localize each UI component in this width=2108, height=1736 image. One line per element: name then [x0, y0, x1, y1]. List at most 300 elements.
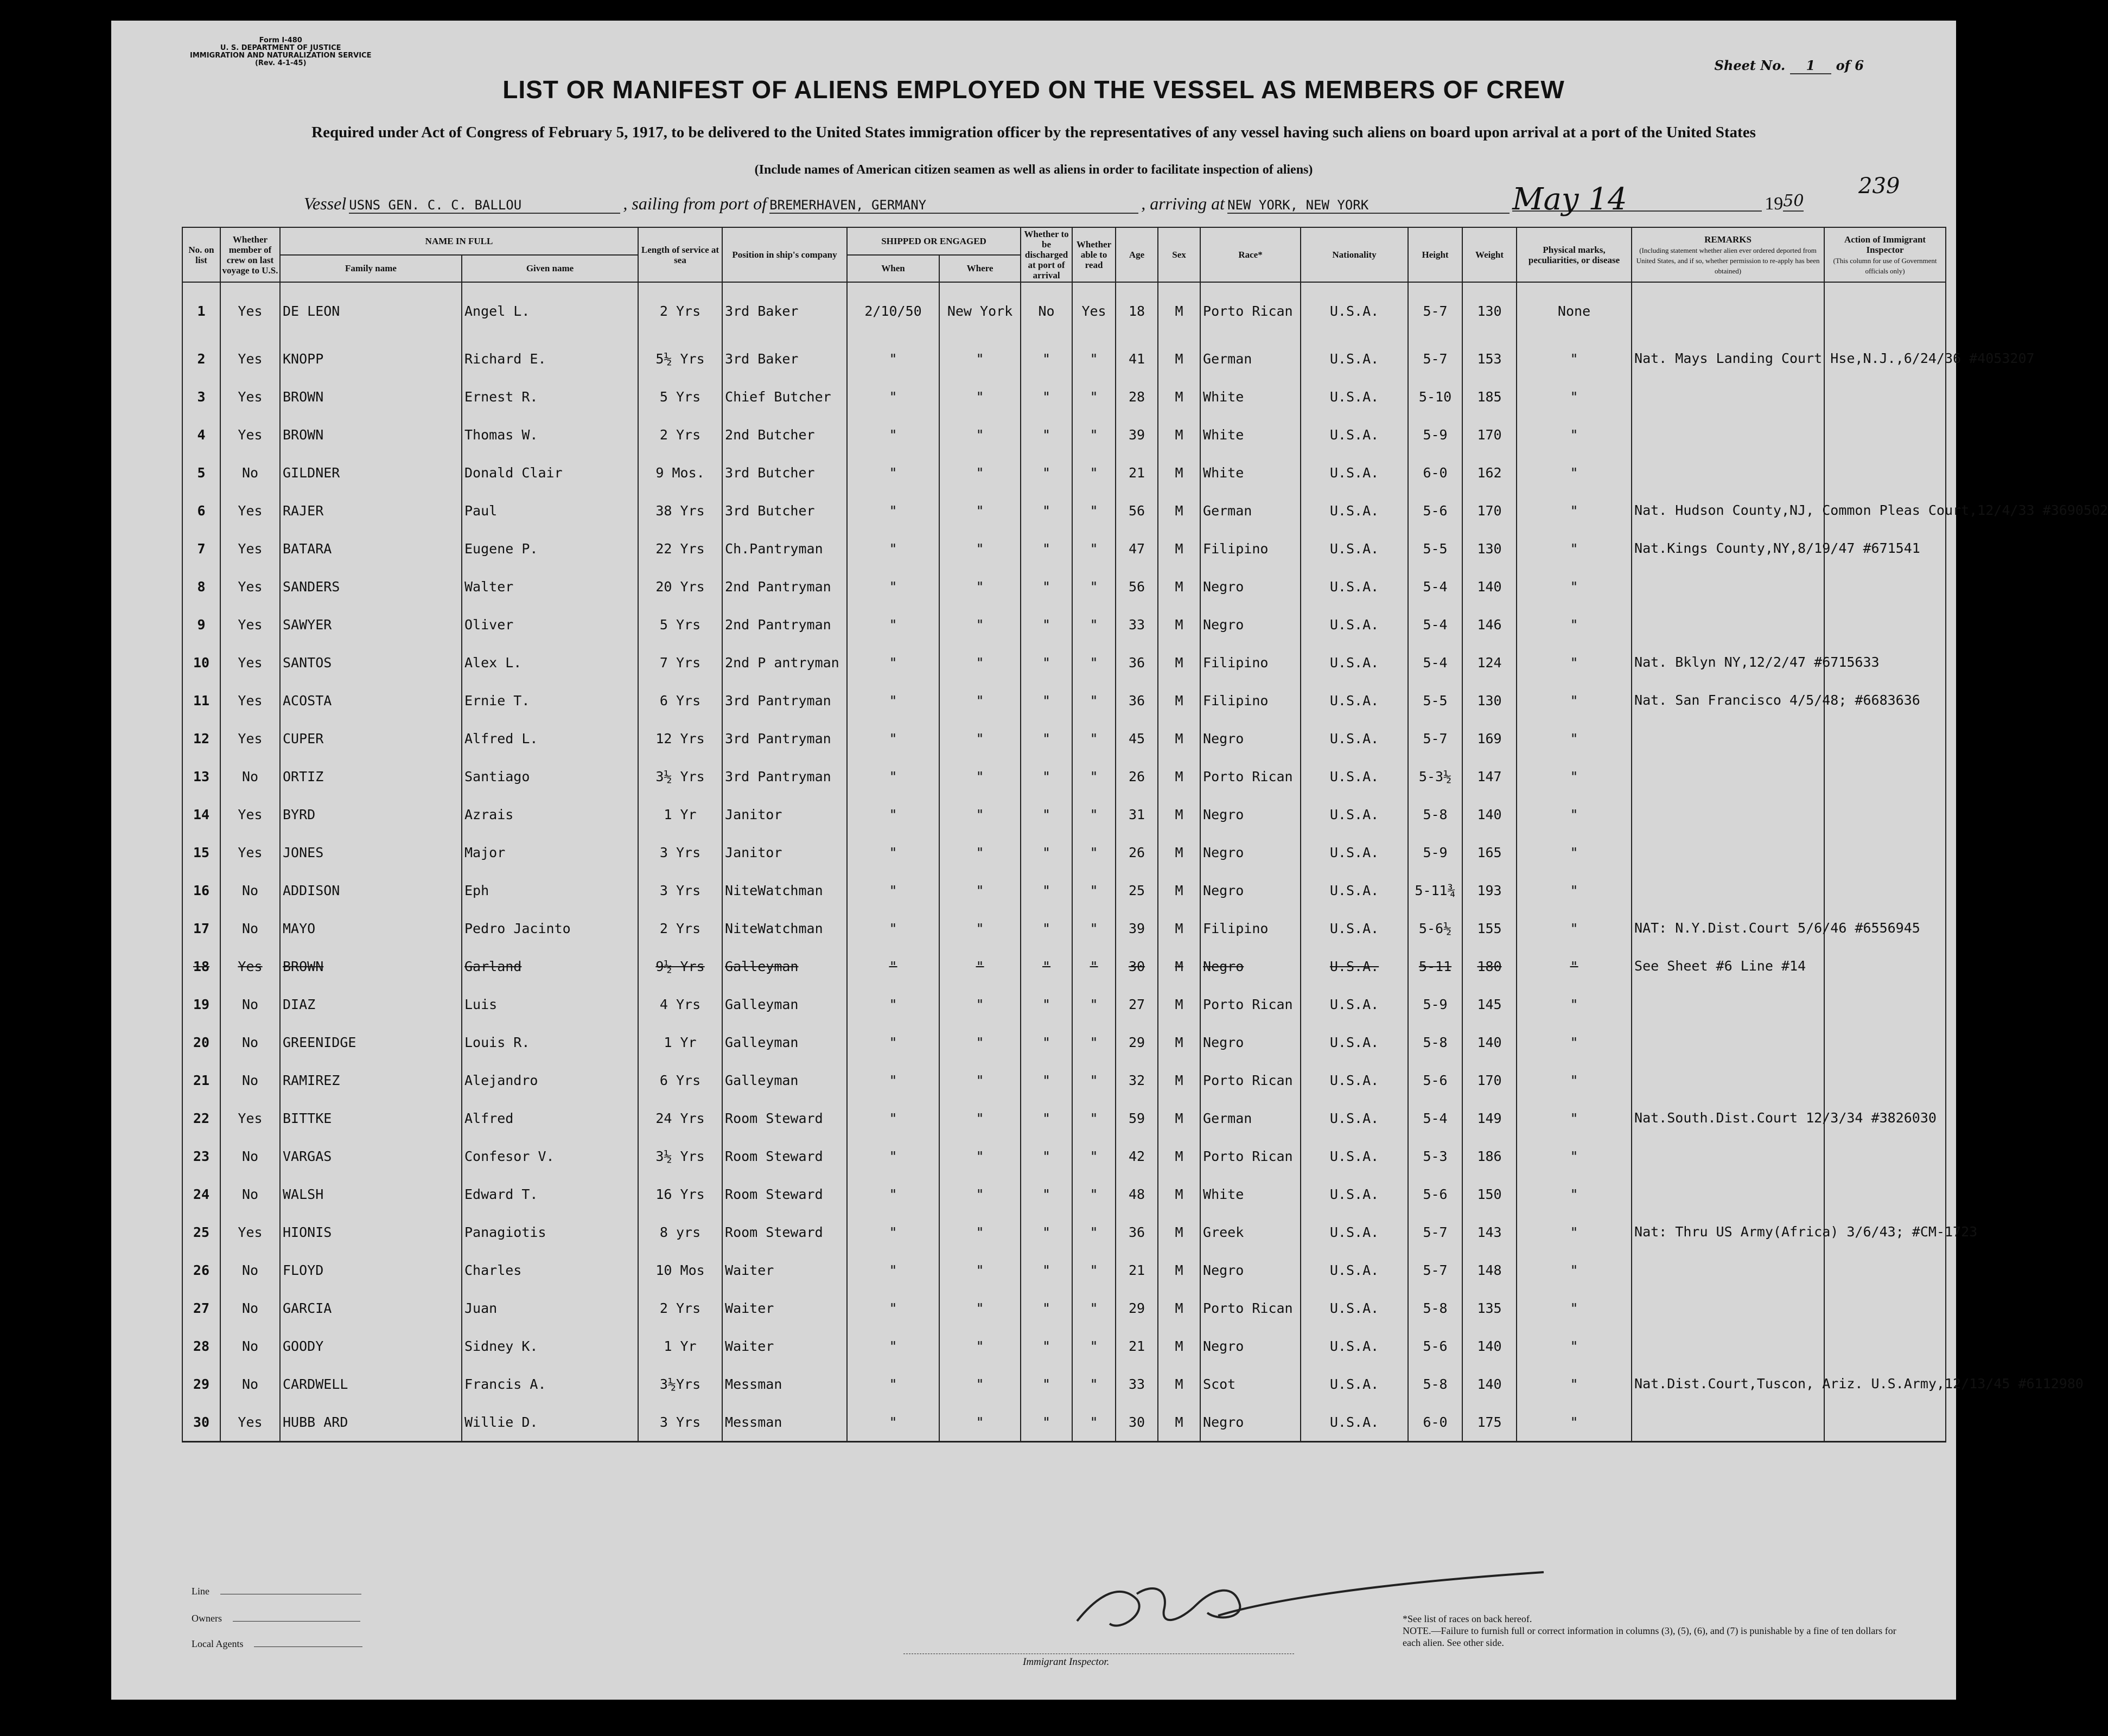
service-length: 5 Yrs — [638, 378, 722, 416]
sex: M — [1158, 1213, 1200, 1251]
crew-no: 2 — [182, 340, 220, 378]
able-to-read: " — [1072, 605, 1116, 643]
col-where: Where — [939, 255, 1021, 283]
given-name: Luis — [462, 985, 638, 1023]
shipped-when: " — [847, 909, 939, 947]
height: 5-9 — [1408, 416, 1462, 454]
height: 5-8 — [1408, 1023, 1462, 1061]
family-name: DE LEON — [280, 282, 462, 340]
race: White — [1200, 454, 1301, 492]
arrival-port: NEW YORK, NEW YORK — [1227, 197, 1510, 214]
weight: 150 — [1462, 1175, 1517, 1213]
height: 5-7 — [1408, 282, 1462, 340]
weight: 162 — [1462, 454, 1517, 492]
discharged: " — [1021, 1213, 1072, 1251]
given-name: Francis A. — [462, 1365, 638, 1403]
shipped-when: " — [847, 567, 939, 605]
weight: 153 — [1462, 340, 1517, 378]
race: Porto Rican — [1200, 1289, 1301, 1327]
weight: 135 — [1462, 1289, 1517, 1327]
crew-no: 20 — [182, 1023, 220, 1061]
col-able-to-read: Whether able to read — [1072, 227, 1116, 282]
service-length: 8 yrs — [638, 1213, 722, 1251]
physical-marks: " — [1517, 567, 1632, 605]
col-height: Height — [1408, 227, 1462, 282]
inspector-action — [1824, 833, 1946, 871]
sex: M — [1158, 529, 1200, 567]
col-remarks: REMARKS (Including statement whether alien ever ordered deported from United States, and if so, whether permission to re-apply has been obtained) — [1632, 227, 1824, 282]
height: 5-5 — [1408, 681, 1462, 719]
shipped-where: " — [939, 1403, 1021, 1442]
crew-table-header — [182, 227, 1946, 282]
remarks — [1632, 1023, 1824, 1061]
shipped-where: " — [939, 985, 1021, 1023]
manifest-sheet — [111, 21, 2108, 1700]
physical-marks: " — [1517, 643, 1632, 681]
last-voyage: Yes — [220, 492, 280, 529]
position: Messman — [722, 1403, 847, 1442]
family-name: HUBB ARD — [280, 1403, 462, 1442]
remarks — [1632, 1403, 1824, 1442]
shipped-where: " — [939, 454, 1021, 492]
height: 5-3½ — [1408, 757, 1462, 795]
height: 5-7 — [1408, 1213, 1462, 1251]
citizen-note: (Include names of American citizen seamen as well as aliens in order to facilitate inspection of aliens) — [754, 163, 1313, 177]
discharged: No — [1021, 282, 1072, 340]
height: 5-8 — [1408, 1289, 1462, 1327]
col-physical-marks: Physical marks, peculiarities, or disease — [1517, 227, 1632, 282]
shipped-when: " — [847, 1327, 939, 1365]
remarks — [1632, 378, 1824, 416]
discharged: " — [1021, 340, 1072, 378]
col-position: Position in ship's company — [722, 227, 847, 282]
age: 25 — [1116, 871, 1158, 909]
shipped-where: " — [939, 416, 1021, 454]
discharged: " — [1021, 567, 1072, 605]
last-voyage: No — [220, 1251, 280, 1289]
shipped-where: " — [939, 1365, 1021, 1403]
sex: M — [1158, 643, 1200, 681]
table-row — [182, 757, 1946, 795]
shipped-where: " — [939, 529, 1021, 567]
inspector-action — [1824, 378, 1946, 416]
table-row — [182, 1023, 1946, 1061]
table-row — [182, 492, 1946, 529]
height: 5-4 — [1408, 1099, 1462, 1137]
physical-marks: " — [1517, 681, 1632, 719]
age: 39 — [1116, 909, 1158, 947]
given-name: Richard E. — [462, 340, 638, 378]
remarks: NAT: N.Y.Dist.Court 5/6/46 #6556945 — [1632, 909, 1824, 947]
height: 5-9 — [1408, 985, 1462, 1023]
sex: M — [1158, 378, 1200, 416]
age: 21 — [1116, 454, 1158, 492]
table-row — [182, 529, 1946, 567]
physical-marks: None — [1517, 282, 1632, 340]
col-family-name: Family name — [280, 255, 462, 283]
table-row — [182, 795, 1946, 833]
col-age: Age — [1116, 227, 1158, 282]
age: 48 — [1116, 1175, 1158, 1213]
age: 59 — [1116, 1099, 1158, 1137]
remarks — [1632, 1175, 1824, 1213]
physical-marks: " — [1517, 378, 1632, 416]
col-given-name: Given name — [462, 255, 638, 283]
crew-no: 17 — [182, 909, 220, 947]
race: Negro — [1200, 833, 1301, 871]
last-voyage: No — [220, 1289, 280, 1327]
family-name: FLOYD — [280, 1251, 462, 1289]
age: 36 — [1116, 643, 1158, 681]
shipped-when: " — [847, 947, 939, 985]
family-name: CARDWELL — [280, 1365, 462, 1403]
given-name: Ernest R. — [462, 378, 638, 416]
service-length: 22 Yrs — [638, 529, 722, 567]
weight: 170 — [1462, 492, 1517, 529]
last-voyage: Yes — [220, 282, 280, 340]
able-to-read: " — [1072, 1327, 1116, 1365]
discharged: " — [1021, 985, 1072, 1023]
discharged: " — [1021, 719, 1072, 757]
position: Room Steward — [722, 1137, 847, 1175]
age: 32 — [1116, 1061, 1158, 1099]
service-length: 4 Yrs — [638, 985, 722, 1023]
table-row — [182, 1327, 1946, 1365]
physical-marks: " — [1517, 833, 1632, 871]
crew-no: 25 — [182, 1213, 220, 1251]
given-name: Angel L. — [462, 282, 638, 340]
physical-marks: " — [1517, 1061, 1632, 1099]
vessel-name: USNS GEN. C. C. BALLOU — [349, 197, 620, 214]
position: NiteWatchman — [722, 909, 847, 947]
nationality: U.S.A. — [1301, 1137, 1408, 1175]
able-to-read: " — [1072, 643, 1116, 681]
sex: M — [1158, 492, 1200, 529]
physical-marks: " — [1517, 1403, 1632, 1442]
age: 39 — [1116, 416, 1158, 454]
remarks — [1632, 416, 1824, 454]
discharged: " — [1021, 605, 1072, 643]
remarks: Nat. Mays Landing Court Hse,N.J.,6/24/36 #4053207 — [1632, 340, 1824, 378]
shipped-when: 2/10/50 — [847, 282, 939, 340]
nationality: U.S.A. — [1301, 1175, 1408, 1213]
sex: M — [1158, 1251, 1200, 1289]
col-shipped-engaged: SHIPPED OR ENGAGED — [847, 227, 1021, 255]
family-name: BROWN — [280, 947, 462, 985]
remarks: See Sheet #6 Line #14 — [1632, 947, 1824, 985]
position: Waiter — [722, 1327, 847, 1365]
able-to-read: Yes — [1072, 282, 1116, 340]
arrival-date: May 14 — [1512, 189, 1762, 212]
race: Negro — [1200, 719, 1301, 757]
age: 45 — [1116, 719, 1158, 757]
footnote: *See list of races on back hereof. NOTE.—Failure to furnish full or correct information in columns (3), (5), (6), and (7) is punishable by a fine of ten dollars for each alien. See other side. — [1403, 1613, 1896, 1648]
family-name: RAMIREZ — [280, 1061, 462, 1099]
service-length: 3 Yrs — [638, 871, 722, 909]
family-name: BROWN — [280, 378, 462, 416]
nationality: U.S.A. — [1301, 833, 1408, 871]
physical-marks: " — [1517, 1175, 1632, 1213]
remarks — [1632, 871, 1824, 909]
position: Galleyman — [722, 1061, 847, 1099]
crew-no: 30 — [182, 1403, 220, 1442]
given-name: Alex L. — [462, 643, 638, 681]
table-row — [182, 833, 1946, 871]
able-to-read: " — [1072, 947, 1116, 985]
nationality: U.S.A. — [1301, 282, 1408, 340]
inspector-action — [1824, 605, 1946, 643]
shipped-where: " — [939, 1213, 1021, 1251]
shipped-where: " — [939, 1099, 1021, 1137]
family-name: ADDISON — [280, 871, 462, 909]
discharged: " — [1021, 643, 1072, 681]
age: 36 — [1116, 1213, 1158, 1251]
crew-no: 7 — [182, 529, 220, 567]
shipped-when: " — [847, 1365, 939, 1403]
race: White — [1200, 1175, 1301, 1213]
height: 5-3 — [1408, 1137, 1462, 1175]
position: Room Steward — [722, 1175, 847, 1213]
sex: M — [1158, 947, 1200, 985]
age: 47 — [1116, 529, 1158, 567]
given-name: Donald Clair — [462, 454, 638, 492]
family-name: ORTIZ — [280, 757, 462, 795]
shipped-where: " — [939, 1289, 1021, 1327]
weight: 130 — [1462, 282, 1517, 340]
physical-marks: " — [1517, 1327, 1632, 1365]
table-row — [182, 1403, 1946, 1442]
weight: 170 — [1462, 416, 1517, 454]
form-identifier: Form I-480 U. S. DEPARTMENT OF JUSTICE IMMIGRATION AND NATURALIZATION SERVICE (Rev. 4-1-45) — [190, 36, 372, 67]
discharged: " — [1021, 454, 1072, 492]
age: 29 — [1116, 1289, 1158, 1327]
remarks — [1632, 1289, 1824, 1327]
service-length: 20 Yrs — [638, 567, 722, 605]
sex: M — [1158, 1061, 1200, 1099]
shipped-when: " — [847, 1251, 939, 1289]
inspector-action — [1824, 719, 1946, 757]
inspector-action — [1824, 1175, 1946, 1213]
crew-no: 9 — [182, 605, 220, 643]
nationality: U.S.A. — [1301, 1365, 1408, 1403]
shipped-where: " — [939, 719, 1021, 757]
shipped-when: " — [847, 340, 939, 378]
col-sex: Sex — [1158, 227, 1200, 282]
age: 28 — [1116, 378, 1158, 416]
service-length: 5½ Yrs — [638, 340, 722, 378]
given-name: Panagiotis — [462, 1213, 638, 1251]
age: 36 — [1116, 681, 1158, 719]
age: 41 — [1116, 340, 1158, 378]
nationality: U.S.A. — [1301, 605, 1408, 643]
col-when: When — [847, 255, 939, 283]
position: Galleyman — [722, 947, 847, 985]
sex: M — [1158, 605, 1200, 643]
position: 2nd Pantryman — [722, 605, 847, 643]
remarks: Nat.South.Dist.Court 12/3/34 #3826030 — [1632, 1099, 1824, 1137]
last-voyage: Yes — [220, 1099, 280, 1137]
given-name: Pedro Jacinto — [462, 909, 638, 947]
weight: 145 — [1462, 985, 1517, 1023]
service-length: 5 Yrs — [638, 605, 722, 643]
position: Room Steward — [722, 1213, 847, 1251]
physical-marks: " — [1517, 909, 1632, 947]
last-voyage: No — [220, 1175, 280, 1213]
physical-marks: " — [1517, 1289, 1632, 1327]
race: Negro — [1200, 947, 1301, 985]
voyage-line: Vessel USNS GEN. C. C. BALLOU , sailing from port of BREMERHAVEN, GERMANY , arriving at NEW YORK, NEW YORK May 14 1950 — [304, 182, 1804, 217]
age: 26 — [1116, 757, 1158, 795]
weight: 148 — [1462, 1251, 1517, 1289]
table-row — [182, 719, 1946, 757]
table-row — [182, 1175, 1946, 1213]
crew-no: 5 — [182, 454, 220, 492]
discharged: " — [1021, 909, 1072, 947]
race: Filipino — [1200, 681, 1301, 719]
inspector-action — [1824, 1251, 1946, 1289]
nationality: U.S.A. — [1301, 757, 1408, 795]
given-name: Alejandro — [462, 1061, 638, 1099]
nationality: U.S.A. — [1301, 681, 1408, 719]
last-voyage: Yes — [220, 378, 280, 416]
race: Porto Rican — [1200, 282, 1301, 340]
family-name: BYRD — [280, 795, 462, 833]
last-voyage: Yes — [220, 605, 280, 643]
able-to-read: " — [1072, 416, 1116, 454]
race: Negro — [1200, 871, 1301, 909]
table-row — [182, 1251, 1946, 1289]
table-row — [182, 1289, 1946, 1327]
race: Porto Rican — [1200, 1137, 1301, 1175]
service-length: 1 Yr — [638, 795, 722, 833]
last-voyage: Yes — [220, 681, 280, 719]
given-name: Juan — [462, 1289, 638, 1327]
crew-no: 10 — [182, 643, 220, 681]
position: Waiter — [722, 1289, 847, 1327]
given-name: Charles — [462, 1251, 638, 1289]
race: Porto Rican — [1200, 757, 1301, 795]
service-length: 3½Yrs — [638, 1365, 722, 1403]
able-to-read: " — [1072, 1099, 1116, 1137]
remarks: Nat. San Francisco 4/5/48; #6683636 — [1632, 681, 1824, 719]
height: 6-0 — [1408, 454, 1462, 492]
weight: 140 — [1462, 795, 1517, 833]
weight: 186 — [1462, 1137, 1517, 1175]
able-to-read: " — [1072, 378, 1116, 416]
last-voyage: No — [220, 1327, 280, 1365]
given-name: Alfred — [462, 1099, 638, 1137]
inspector-action — [1824, 567, 1946, 605]
nationality: U.S.A. — [1301, 871, 1408, 909]
shipped-when: " — [847, 529, 939, 567]
remarks — [1632, 719, 1824, 757]
race: Greek — [1200, 1213, 1301, 1251]
able-to-read: " — [1072, 454, 1116, 492]
sex: M — [1158, 1289, 1200, 1327]
table-row — [182, 909, 1946, 947]
nationality: U.S.A. — [1301, 1327, 1408, 1365]
service-length: 24 Yrs — [638, 1099, 722, 1137]
able-to-read: " — [1072, 985, 1116, 1023]
height: 5-6 — [1408, 492, 1462, 529]
shipped-where: New York — [939, 282, 1021, 340]
crew-no: 29 — [182, 1365, 220, 1403]
age: 33 — [1116, 605, 1158, 643]
service-length: 3½ Yrs — [638, 1137, 722, 1175]
service-length: 10 Mos — [638, 1251, 722, 1289]
age: 29 — [1116, 1023, 1158, 1061]
family-name: MAYO — [280, 909, 462, 947]
last-voyage: No — [220, 1061, 280, 1099]
physical-marks: " — [1517, 340, 1632, 378]
table-row — [182, 1213, 1946, 1251]
family-name: VARGAS — [280, 1137, 462, 1175]
shipped-when: " — [847, 1175, 939, 1213]
table-row — [182, 947, 1946, 985]
crew-no: 6 — [182, 492, 220, 529]
age: 56 — [1116, 567, 1158, 605]
weight: 130 — [1462, 681, 1517, 719]
discharged: " — [1021, 947, 1072, 985]
sex: M — [1158, 681, 1200, 719]
given-name: Sidney K. — [462, 1327, 638, 1365]
able-to-read: " — [1072, 1251, 1116, 1289]
able-to-read: " — [1072, 567, 1116, 605]
sex: M — [1158, 1403, 1200, 1442]
crew-no: 23 — [182, 1137, 220, 1175]
remarks — [1632, 1137, 1824, 1175]
col-inspector-action: Action of Immigrant Inspector (This column for use of Government officials only) — [1824, 227, 1946, 282]
physical-marks: " — [1517, 1213, 1632, 1251]
crew-no: 21 — [182, 1061, 220, 1099]
shipped-when: " — [847, 757, 939, 795]
height: 5-11 — [1408, 947, 1462, 985]
given-name: Paul — [462, 492, 638, 529]
physical-marks: " — [1517, 1137, 1632, 1175]
line-field: Line — [192, 1586, 365, 1597]
crew-no: 28 — [182, 1327, 220, 1365]
position: Room Steward — [722, 1099, 847, 1137]
nationality: U.S.A. — [1301, 1023, 1408, 1061]
shipped-where: " — [939, 340, 1021, 378]
able-to-read: " — [1072, 909, 1116, 947]
crew-table-body — [182, 282, 2108, 1442]
sex: M — [1158, 1099, 1200, 1137]
shipped-where: " — [939, 795, 1021, 833]
shipped-when: " — [847, 1289, 939, 1327]
race: White — [1200, 416, 1301, 454]
remarks: Nat.Dist.Court,Tuscon, Ariz. U.S.Army,12/13/45 #6112980 — [1632, 1365, 1824, 1403]
nationality: U.S.A. — [1301, 454, 1408, 492]
remarks — [1632, 985, 1824, 1023]
able-to-read: " — [1072, 1213, 1116, 1251]
race: German — [1200, 340, 1301, 378]
position: 2nd Pantryman — [722, 567, 847, 605]
remarks: Nat.Kings County,NY,8/19/47 #671541 — [1632, 529, 1824, 567]
inspector-action — [1824, 454, 1946, 492]
sex: M — [1158, 1175, 1200, 1213]
physical-marks: " — [1517, 1099, 1632, 1137]
inspector-action — [1824, 871, 1946, 909]
discharged: " — [1021, 1251, 1072, 1289]
given-name: Louis R. — [462, 1023, 638, 1061]
inspector-action — [1824, 757, 1946, 795]
arrival-year: 50 — [1783, 191, 1804, 210]
age: 30 — [1116, 1403, 1158, 1442]
table-row — [182, 340, 1946, 378]
height: 5-6 — [1408, 1175, 1462, 1213]
page-reference: 239 — [1858, 174, 1900, 199]
